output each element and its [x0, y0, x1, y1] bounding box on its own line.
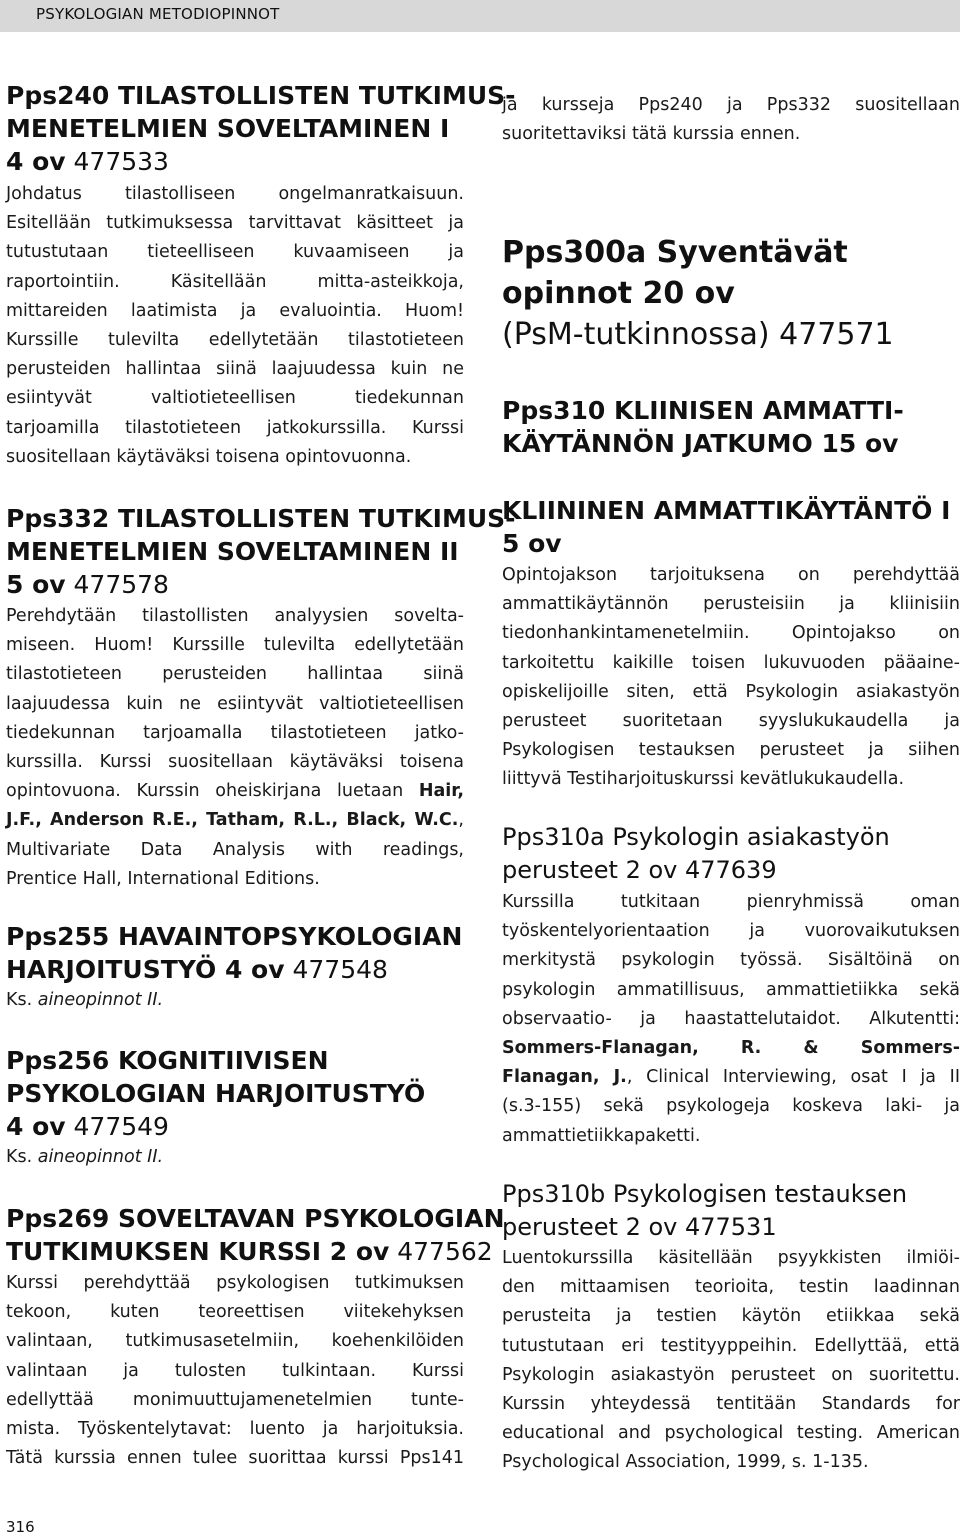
text-line: Johdatus tilastolliseen ongelmanratkaisuun.	[6, 184, 464, 204]
course-title: Pps310 KLIINISEN AMMATTI-	[502, 396, 904, 425]
text-line: Esitellään tutkimuksessa tarvittavat käsitteet ja	[6, 213, 464, 234]
course-credits: 5 ov	[6, 570, 66, 599]
course-credits-line	[6, 568, 464, 601]
book-authors: J.F., Anderson R.E., Tatham, R.L., Black, W.C.	[6, 810, 459, 831]
course-kliininen	[502, 494, 960, 560]
continued-text	[502, 91, 960, 149]
course-credits: 4 ov	[6, 1112, 66, 1141]
course-title: Pps310b Psykologisen testauksen	[502, 1180, 908, 1208]
text-line: Perehdytään tilastollisten analyysien sovelta-	[6, 606, 464, 626]
text-line: tarjoamilla tilastotieteen jatkokurssilla. Kurssi	[6, 417, 464, 438]
text-line: tiedekunnan tarjoamalla tilastotieteen jatko-	[6, 722, 464, 743]
text-line: educational and psychological testing. American	[502, 1423, 960, 1444]
page-number: 316	[6, 1518, 35, 1536]
course-pps310	[502, 394, 960, 460]
text-line: Luentokurssilla käsitellään psyykkisten ilmiöi-	[502, 1248, 960, 1268]
section-subtitle: (PsM-tutkinnossa) 477571	[502, 317, 894, 352]
text-line: observaatio- ja haastattelutaidot. Alkutentti:	[502, 1008, 960, 1029]
text-line: raportointiin. Käsitellään mitta-asteikkoja,	[6, 271, 464, 292]
text-line: Kurssin yhteydessä tentitään Standards for	[502, 1394, 960, 1415]
text-line: perusteita ja testien käytön etiikkaa sekä	[502, 1306, 960, 1327]
text-line: tiedonhankintamenetelmiin. Opintojakso on	[502, 623, 960, 644]
text-line: ammattikäytännön perusteisiin ja kliinisiin	[502, 594, 960, 615]
text-line: Kurssille tulevilta edellytetään tilastotieteen	[6, 330, 464, 351]
course-title: Pps256 KOGNITIIVISEN	[6, 1046, 329, 1075]
text-line: tarkoitettu kaikille toisen lukuvuoden pääaine-	[502, 652, 960, 673]
text-line: Kurssi perehdyttää psykologisen tutkimuksen	[6, 1273, 464, 1293]
text-line: työskentelyorientaation ja vuorovaikutuksen	[502, 921, 960, 942]
text-line: (s.3-155) sekä psykologeja koskeva laki- ja	[502, 1096, 960, 1117]
course-title: Pps240 TILASTOLLISTEN TUTKIMUS-	[6, 81, 516, 110]
text-line: mista. Työskentelytavat: luento ja harjoituksia.	[6, 1419, 464, 1440]
course-title: MENETELMIEN SOVELTAMINEN II	[6, 537, 459, 566]
text-line: Kurssilla tutkitaan pienryhmissä oman	[502, 892, 960, 912]
course-description-kliininen	[502, 561, 960, 795]
text-line: suositellaan käytäväksi toisena opintovuonna.	[6, 446, 412, 467]
course-credits-line	[6, 145, 464, 178]
course-title: perusteet 2 ov 477639	[502, 856, 777, 884]
course-title: PSYKOLOGIAN HARJOITUSTYÖ	[6, 1079, 426, 1108]
text-line: perusteet suoritetaan syyslukukaudella ja	[502, 711, 960, 732]
course-code: 477562	[389, 1237, 493, 1266]
text-line: tutustutaan tieteelliseen kuvaamiseen ja	[6, 242, 464, 263]
text-line: Flanagan, J., Clinical Interviewing, osat I ja II	[502, 1067, 960, 1088]
book-author: Hair,	[418, 781, 464, 802]
course-description-pps332	[6, 602, 464, 894]
course-description-pps310a	[502, 888, 960, 1151]
course-title: MENETELMIEN SOVELTAMINEN I	[6, 114, 450, 143]
course-code: 477533	[65, 147, 169, 176]
text-line: Multivariate Data Analysis with readings,	[6, 839, 464, 860]
text-line: valintaan, tutkimusasetelmiin, koehenkilöiden	[6, 1331, 464, 1352]
text-line: tekoon, kuten teoreettisen viitekehyksen	[6, 1302, 464, 1323]
text-line: Psykologin asiakastyön perusteet on suoritettu.	[502, 1364, 960, 1385]
course-title: Pps310a Psykologin asiakastyön	[502, 823, 890, 851]
course-title: KÄYTÄNNÖN JATKUMO 15 ov	[502, 429, 899, 458]
text-line: tilastotieteen perusteiden hallintaa siinä	[6, 664, 464, 685]
course-pps255	[6, 920, 464, 1015]
course-description-pps240	[6, 180, 464, 472]
course-credits: 5 ov	[502, 529, 562, 558]
see-reference: Ks. aineopinnot II.	[6, 1147, 164, 1167]
course-pps310a	[502, 821, 960, 887]
header-title: PSYKOLOGIAN METODIOPINNOT	[36, 5, 280, 23]
text-line: Tätä kurssia ennen tulee suorittaa kurssi Pps141	[6, 1448, 464, 1469]
course-pps256	[6, 1044, 464, 1172]
header-bar	[0, 0, 960, 32]
course-code: 477578	[65, 570, 169, 599]
text-line: den mittaamisen teorioita, testin laadinnan	[502, 1277, 960, 1298]
text-line: kurssilla. Kurssi suositellaan käytäväksi toisena	[6, 752, 464, 773]
text-line: laajuudessa kuin ne esiintyvät valtiotieteellisen	[6, 693, 464, 714]
course-code: 477549	[65, 1112, 169, 1141]
text-line: J.F., Anderson R.E., Tatham, R.L., Black, W.C.,	[6, 810, 464, 831]
text-line: psykologin ammatillisuus, ammattietiikka sekä	[502, 979, 960, 1000]
text-line: liittyvä Testiharjoituskurssi kevätlukukaudella.	[502, 769, 905, 790]
course-title: Pps255 HAVAINTOPSYKOLOGIAN	[6, 922, 463, 951]
text-line: Prentice Hall, International Editions.	[6, 868, 320, 889]
book-authors: Sommers-Flanagan, R. & Sommers-	[502, 1038, 960, 1059]
text-line: suoritettaviksi tätä kurssia ennen.	[502, 124, 801, 145]
course-pps310b	[502, 1178, 960, 1244]
text-line: tutustutaan eri testityyppeihin. Edellyttää, että	[502, 1335, 960, 1356]
course-title: Pps332 TILASTOLLISTEN TUTKIMUS-	[6, 504, 516, 533]
text-line: opintovuona. Kurssin oheiskirjana luetaan Hair,	[6, 781, 464, 802]
text-line: esiintyvät valtiotieteellisen tiedekunnan	[6, 388, 464, 409]
course-credits: 4 ov	[6, 147, 66, 176]
section-pps300a	[502, 232, 960, 355]
course-pps269	[6, 1202, 505, 1268]
course-pps240	[6, 79, 516, 178]
course-credits-line	[6, 1110, 464, 1143]
text-line: edellyttää monimuuttujamenetelmien tunte-	[6, 1389, 464, 1410]
course-title: KLIININEN AMMATTIKÄYTÄNTÖ I	[502, 496, 951, 525]
course-title-line: HARJOITUSTYÖ 4 ov 477548	[6, 955, 388, 984]
text-line: merkitystä psykologin työssä. Sisältöinä on	[502, 950, 960, 971]
course-code: 477548	[284, 955, 388, 984]
text-line: mittareiden laatimista ja evaluointia. Huom!	[6, 300, 464, 321]
text-line: miseen. Huom! Kurssille tulevilta edellytetään	[6, 635, 464, 656]
course-title: Pps269 SOVELTAVAN PSYKOLOGIAN	[6, 1204, 505, 1233]
see-reference: Ks. aineopinnot II.	[6, 990, 164, 1010]
text-line: opiskelijoille siten, että Psykologin asiakastyön	[502, 681, 960, 702]
text-line: Psykologisen testauksen perusteet ja siihen	[502, 740, 960, 761]
text-line: ammattietiikkapaketti.	[502, 1125, 701, 1146]
text-line: Psychological Association, 1999, s. 1-135.	[502, 1452, 869, 1473]
course-pps332	[6, 502, 516, 601]
course-title-line: TUTKIMUKSEN KURSSI 2 ov 477562	[6, 1237, 493, 1266]
section-title: opinnot 20 ov	[502, 276, 735, 311]
text-line: valintaan ja tulosten tulkintaan. Kurssi	[6, 1360, 464, 1381]
course-title: perusteet 2 ov 477531	[502, 1213, 777, 1241]
text-line: ja kursseja Pps240 ja Pps332 suositellaan	[502, 95, 960, 115]
course-description-pps310b	[502, 1244, 960, 1478]
text-line: Opintojakson tarjoituksena on perehdyttää	[502, 565, 960, 585]
section-title: Pps300a Syventävät	[502, 235, 848, 270]
text-line: perusteiden hallintaa siinä laajuudessa kuin ne	[6, 359, 464, 380]
course-description-pps269	[6, 1269, 464, 1473]
